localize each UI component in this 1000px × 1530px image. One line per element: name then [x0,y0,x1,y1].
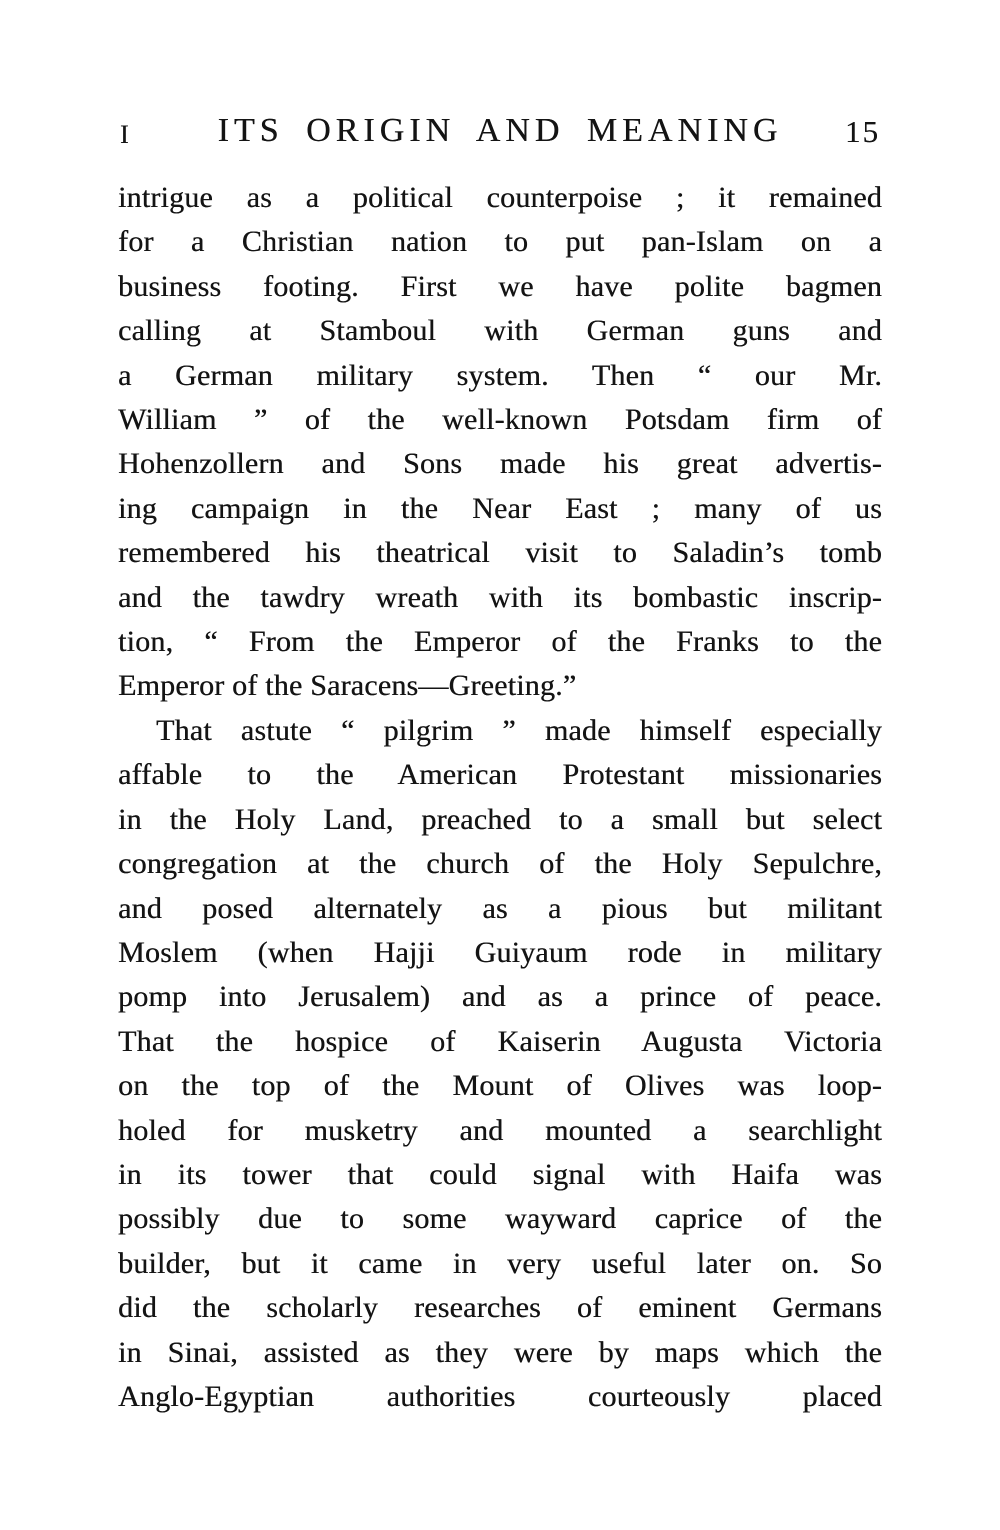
text-line: tion, “ From the Emperor of the Franks to the [118,625,882,659]
text-line: in the Holy Land, preached to a small but select [118,802,882,836]
text-line: ing campaign in the Near East ; many of us [118,491,882,525]
text-line: pomp into Jerusalem) and as a prince of peace. [118,980,882,1014]
text-line: congregation at the church of the Holy Sepulchre, [118,847,882,881]
text-line: on the top of the Mount of Olives was loop- [118,1069,882,1103]
text-line: Moslem (when Hajji Guiyaum rode in military [118,935,882,969]
text-line: Hohenzollern and Sons made his great advertis- [118,447,882,481]
text-line: and the tawdry wreath with its bombastic inscrip- [118,580,882,614]
text-line: William ” of the well-known Potsdam firm of [118,403,882,437]
text-line: affable to the American Protestant missionaries [118,758,882,792]
paragraph-2 [118,709,882,1420]
text-line: builder, but it came in very useful later on. So [118,1246,882,1280]
text-line: business footing. First we have polite bagmen [118,269,882,303]
text-line: remembered his theatrical visit to Saladin’s tomb [118,536,882,570]
text-line: That the hospice of Kaiserin Augusta Victoria [118,1024,882,1058]
text-line: in Sinai, assisted as they were by maps which the [118,1335,882,1369]
text-line: in its tower that could signal with Haifa was [118,1157,882,1191]
text-line: calling at Stamboul with German guns and [118,314,882,348]
text-line: possibly due to some wayward caprice of the [118,1202,882,1236]
paragraph-1 [118,176,882,709]
text-line: and posed alternately as a pious but militant [118,891,882,925]
chapter-numeral: I [120,120,130,149]
text-line: Emperor of the Saracens—Greeting.” [118,669,577,703]
text-line: intrigue as a political counterpoise ; it remained [118,181,882,214]
text-block [118,176,882,1419]
text-line: a German military system. Then “ our Mr. [118,358,882,392]
text-line: for a Christian nation to put pan-Islam on a [118,225,882,259]
text-line: did the scholarly researches of eminent Germans [118,1291,882,1325]
text-line: holed for musketry and mounted a searchlight [118,1113,882,1147]
text-line: That astute “ pilgrim ” made himself especially [156,713,882,747]
text-line: Anglo-Egyptian authorities courteously placed [118,1379,882,1413]
running-header [118,112,882,154]
running-title: ITS ORIGIN AND MEANING [217,112,783,149]
page-number: 15 [845,114,880,149]
